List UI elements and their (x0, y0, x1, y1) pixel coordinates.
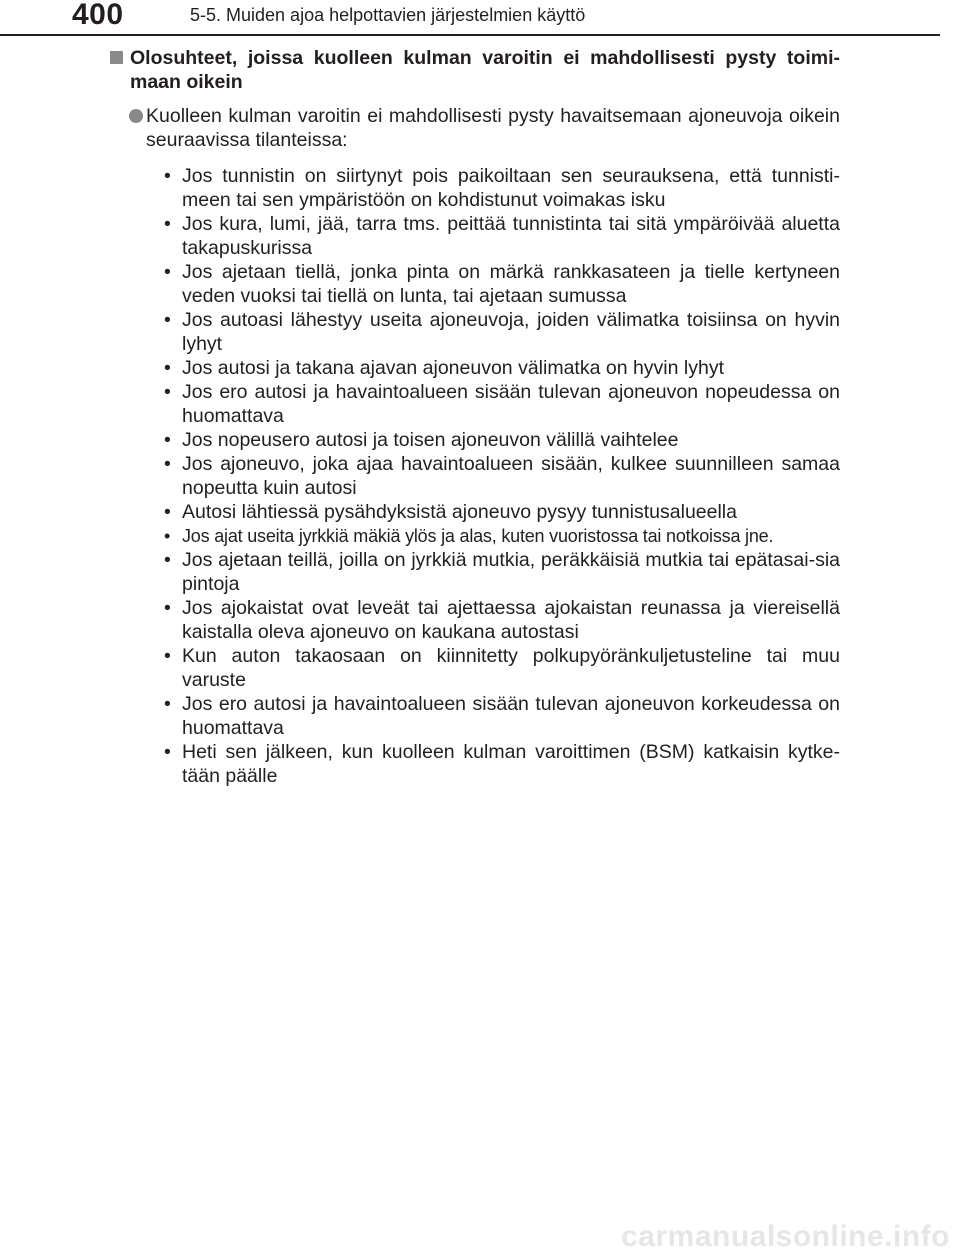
bullet-dot-icon: • (164, 357, 171, 379)
list-item (164, 164, 840, 212)
bullet-dot-icon: • (164, 501, 171, 523)
bullet-dot-icon: • (164, 165, 171, 187)
conditions-list (110, 164, 840, 788)
bullet-dot-icon: • (164, 597, 171, 619)
list-item-text: Jos ajetaan tiellä, jonka pinta on märkä rankkasateen ja tielle kertyneen veden vuoksi tai tiellä on lunta, tai ajetaan sumussa (182, 261, 840, 307)
list-item-text: Jos nopeusero autosi ja toisen ajoneuvon välillä vaihtelee (182, 429, 679, 451)
circle-bullet-icon (129, 109, 143, 123)
list-item-text: Jos ero autosi ja havaintoalueen sisään tulevan ajoneuvon nopeudessa on huomattava (182, 381, 840, 427)
list-item-text: Jos ero autosi ja havaintoalueen sisään tulevan ajoneuvon korkeudessa on huomattava (182, 693, 840, 739)
bullet-dot-icon: • (164, 213, 171, 235)
list-item-text: Jos kura, lumi, jää, tarra tms. peittää tunnistinta tai sitä ympäröivää aluetta takapuskurissa (182, 213, 840, 259)
square-bullet-icon (110, 51, 123, 64)
list-item-text: Jos ajetaan teillä, joilla on jyrkkiä mutkia, peräkkäisiä mutkia tai epätasai-sia pintoja (182, 549, 840, 595)
intro-text: Kuolleen kulman varoitin ei mahdollisesti pysty havaitsemaan ajoneuvoja oikein seuraavissa tilanteissa: (146, 105, 840, 151)
chapter-title: 5-5. Muiden ajoa helpottavien järjestelmien käyttö (190, 5, 586, 25)
list-item (164, 524, 840, 548)
section-heading (110, 46, 840, 94)
bullet-dot-icon: • (164, 381, 171, 403)
list-item (164, 428, 840, 452)
bullet-dot-icon: • (164, 741, 171, 763)
bullet-dot-icon: • (164, 429, 171, 451)
main-content (110, 46, 840, 788)
list-item-text: Jos tunnistin on siirtynyt pois paikoiltaan sen seurauksena, että tunnisti-meen tai sen ympäristöön on kohdistunut voimakas isku (182, 165, 840, 211)
list-item (164, 212, 840, 260)
bullet-dot-icon: • (164, 526, 171, 546)
bullet-dot-icon: • (164, 309, 171, 331)
list-item (164, 260, 840, 308)
intro-paragraph (110, 104, 840, 152)
list-item-text: Jos ajokaistat ovat leveät tai ajettaessa ajokaistan reunassa ja viereisellä kaistalla oleva ajoneuvo on kaukana autostasi (182, 597, 840, 643)
section-heading-text: Olosuhteet, joissa kuolleen kulman varoitin ei mahdollisesti pysty toimi-maan oikein (130, 47, 840, 93)
list-item (164, 548, 840, 596)
bullet-dot-icon: • (164, 693, 171, 715)
list-item (164, 380, 840, 428)
page-number: 400 (72, 0, 124, 31)
bullet-dot-icon: • (164, 549, 171, 571)
site-watermark: carmanualsonline.info (621, 1220, 950, 1253)
list-item (164, 452, 840, 500)
bullet-dot-icon: • (164, 453, 171, 475)
list-item (164, 356, 840, 380)
header-rule (0, 34, 940, 36)
list-item-text: Jos ajat useita jyrkkiä mäkiä ylös ja alas, kuten vuoristossa tai notkoissa jne. (182, 526, 774, 546)
list-item-text: Jos autoasi lähestyy useita ajoneuvoja, joiden välimatka toisiinsa on hyvin lyhyt (182, 309, 840, 355)
list-item-text: Heti sen jälkeen, kun kuolleen kulman varoittimen (BSM) katkaisin kytke-tään päälle (182, 741, 840, 787)
bullet-dot-icon: • (164, 261, 171, 283)
page-header (0, 0, 960, 36)
list-item (164, 740, 840, 788)
list-item (164, 644, 840, 692)
list-item (164, 308, 840, 356)
list-item (164, 500, 840, 524)
list-item (164, 692, 840, 740)
list-item (164, 596, 840, 644)
list-item-text: Kun auton takaosaan on kiinnitetty polkupyöränkuljetusteline tai muu varuste (182, 645, 840, 691)
list-item-text: Jos ajoneuvo, joka ajaa havaintoalueen sisään, kulkee suunnilleen samaa nopeutta kuin autosi (182, 453, 840, 499)
list-item-text: Jos autosi ja takana ajavan ajoneuvon välimatka on hyvin lyhyt (182, 357, 724, 379)
bullet-dot-icon: • (164, 645, 171, 667)
list-item-text: Autosi lähtiessä pysähdyksistä ajoneuvo pysyy tunnistusalueella (182, 501, 737, 523)
